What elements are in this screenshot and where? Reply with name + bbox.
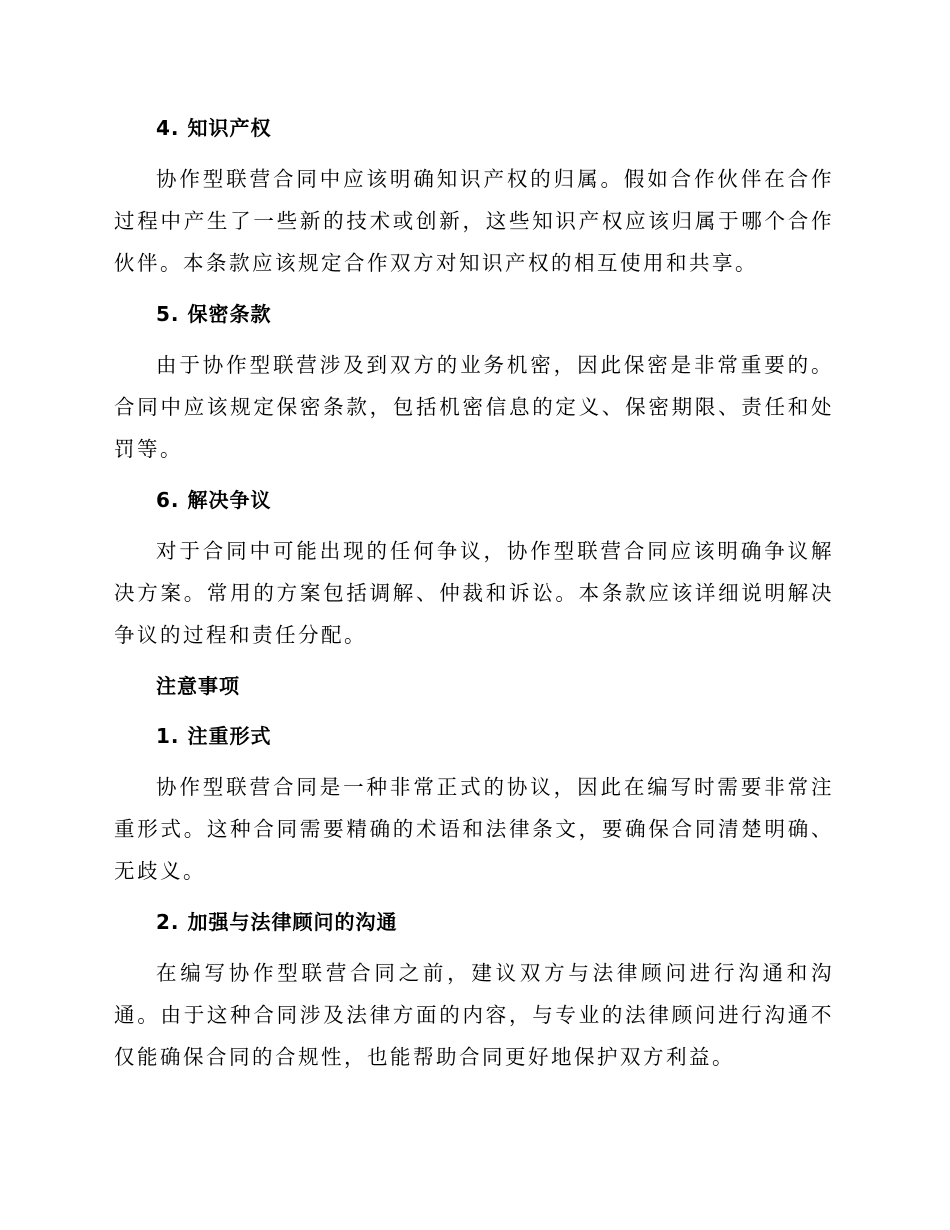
document-content xyxy=(114,108,834,1088)
note-heading-form: 1. 注重形式 xyxy=(156,724,272,748)
section-body-intellectual-property: 协作型联营合同中应该明确知识产权的归属。假如合作伙伴在合作过程中产生了一些新的技术或创新，这些知识产权应该归属于哪个合作伙伴。本条款应该规定合作双方对知识产权的相互使用和共享。 xyxy=(114,167,834,275)
section-heading-intellectual-property: 4. 知识产权 xyxy=(156,116,272,140)
note-heading-legal-counsel: 2. 加强与法律顾问的沟通 xyxy=(156,910,398,934)
section-heading-dispute-resolution: 6. 解决争议 xyxy=(156,488,272,512)
section-body-confidentiality: 由于协作型联营涉及到双方的业务机密，因此保密是非常重要的。合同中应该规定保密条款，包括机密信息的定义、保密期限、责任和处罚等。 xyxy=(114,353,834,461)
section-heading-confidentiality: 5. 保密条款 xyxy=(156,302,272,326)
note-body-legal-counsel: 在编写协作型联营合同之前，建议双方与法律顾问进行沟通和沟通。由于这种合同涉及法律方面的内容，与专业的法律顾问进行沟通不仅能确保合同的合规性，也能帮助合同更好地保护双方利益。 xyxy=(114,961,834,1069)
notes-title: 注意事项 xyxy=(156,674,240,698)
note-body-form: 协作型联营合同是一种非常正式的协议，因此在编写时需要非常注重形式。这种合同需要精确的术语和法律条文，要确保合同清楚明确、无歧义。 xyxy=(114,775,834,883)
section-body-dispute-resolution: 对于合同中可能出现的任何争议，协作型联营合同应该明确争议解决方案。常用的方案包括调解、仲裁和诉讼。本条款应该详细说明解决争议的过程和责任分配。 xyxy=(114,539,834,647)
